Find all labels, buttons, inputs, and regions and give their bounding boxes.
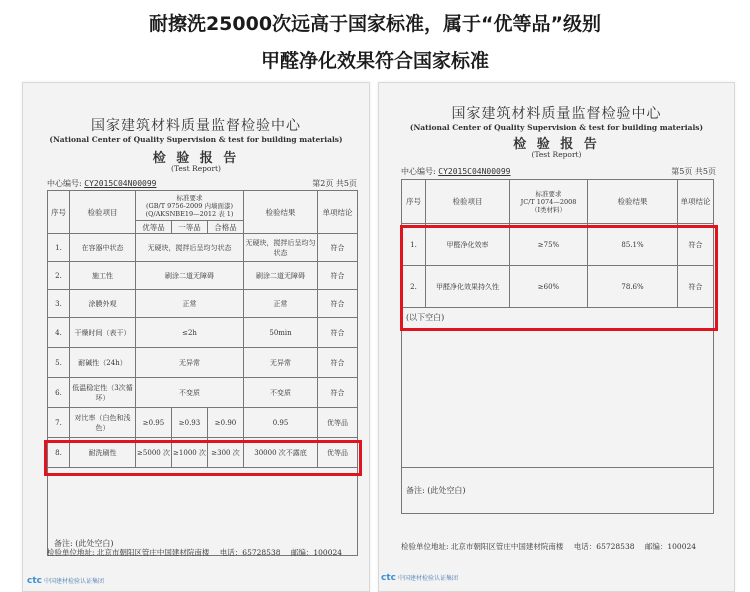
test-results-table — [47, 190, 358, 556]
header-item: 检验项目 — [426, 180, 510, 224]
center-title: 国家建筑材料质量监督检验中心 — [91, 118, 301, 134]
footer-address: 检验单位地址: 北京市朝阳区管庄中国建材院南楼 电话：65728538 邮编：100024 — [47, 548, 343, 557]
footer-address: 检验单位地址: 北京市朝阳区管庄中国建材院南楼 电话：65728538 邮编：100024 — [401, 542, 697, 551]
header-standard: 标准要求 JC/T 1074—2008 （Ⅰ类材料） — [510, 180, 588, 224]
center-number: 中心编号: CY2015C04N00099 — [47, 179, 157, 188]
table-row: 6. 低温稳定性（3次循环） 不变质 不变质 符合 — [48, 378, 358, 408]
report-title: 检 验 报 告 — [152, 151, 240, 166]
header-grade-qualified: 合格品 — [208, 221, 244, 234]
table-row: 7. 对比率（白色和浅色） ≥0.95 ≥0.93 ≥0.90 0.95 优等品 — [48, 408, 358, 438]
header-grade-first: 一等品 — [172, 221, 208, 234]
company-logo: ctc 中国建材检验认证集团 — [27, 576, 104, 586]
header-item: 检验项目 — [70, 191, 136, 234]
test-report-page-2 — [22, 82, 370, 592]
highlight-scrub-resistance — [44, 440, 362, 476]
table-row: 4. 干燥时间（表干） ≤2h 50min 符合 — [48, 318, 358, 348]
header-conclusion: 单项结论 — [318, 191, 358, 234]
banner-headline: 耐擦洗25000次远高于国家标准，属于“优等品”级别 — [148, 13, 602, 35]
header-standard: 标准要求 (GB/T 9756-2009 内墙面漆) (Q/AKSNBE19—2012 表 1) — [136, 191, 244, 221]
table-row: 1. 甲醛净化效率 ≥75% 85.1% 符合 — [402, 224, 714, 266]
report-title-en: (Test Report) — [171, 164, 221, 173]
test-report-page-5 — [378, 82, 735, 592]
company-logo: ctc 中国建材检验认证集团 — [381, 573, 458, 583]
table-row-remark: 备注: (此处空白) — [48, 468, 358, 556]
banner-subheadline: 甲醛净化效果符合国家标准 — [260, 50, 489, 72]
center-number: 中心编号: CY2015C04N00099 — [401, 167, 511, 176]
highlight-formaldehyde — [400, 225, 718, 331]
header-result: 检验结果 — [588, 180, 678, 224]
center-title-en: (National Center of Quality Supervision & test for building materials) — [409, 123, 704, 132]
header-result: 检验结果 — [244, 191, 318, 234]
table-row: 1. 在容器中状态 无硬块，搅拌后呈均匀状态 无硬块，搅拌后呈均匀状态 符合 — [48, 234, 358, 262]
header-conclusion: 单项结论 — [678, 180, 714, 224]
table-row: 2. 甲醛净化效果持久性 ≥60% 78.6% 符合 — [402, 266, 714, 308]
header-seq: 序号 — [402, 180, 426, 224]
table-row: 3. 涂膜外观 正常 正常 符合 — [48, 290, 358, 318]
table-row-blank: (以下空白) — [402, 308, 714, 468]
table-row: 8. 耐洗刷性 ≥5000 次 ≥1000 次 ≥300 次 30000 次不露底 优等品 — [48, 438, 358, 468]
table-row: 5. 耐碱性（24h） 无异常 无异常 符合 — [48, 348, 358, 378]
report-title: 检 验 报 告 — [513, 137, 600, 152]
page-number: 第2页 共5页 — [312, 179, 357, 188]
table-row-remark: 备注: (此处空白) — [402, 468, 714, 514]
header-seq: 序号 — [48, 191, 70, 234]
center-title-en: (National Center of Quality Supervision & test for building materials) — [49, 135, 343, 144]
table-row: 2. 施工性 刷涂二道无障碍 刷涂二道无障碍 符合 — [48, 262, 358, 290]
header-grade-excellent: 优等品 — [136, 221, 172, 234]
report-title-en: (Test Report) — [531, 150, 582, 159]
center-title: 国家建筑材料质量监督检验中心 — [451, 106, 662, 122]
page-number: 第5页 共5页 — [671, 167, 716, 176]
